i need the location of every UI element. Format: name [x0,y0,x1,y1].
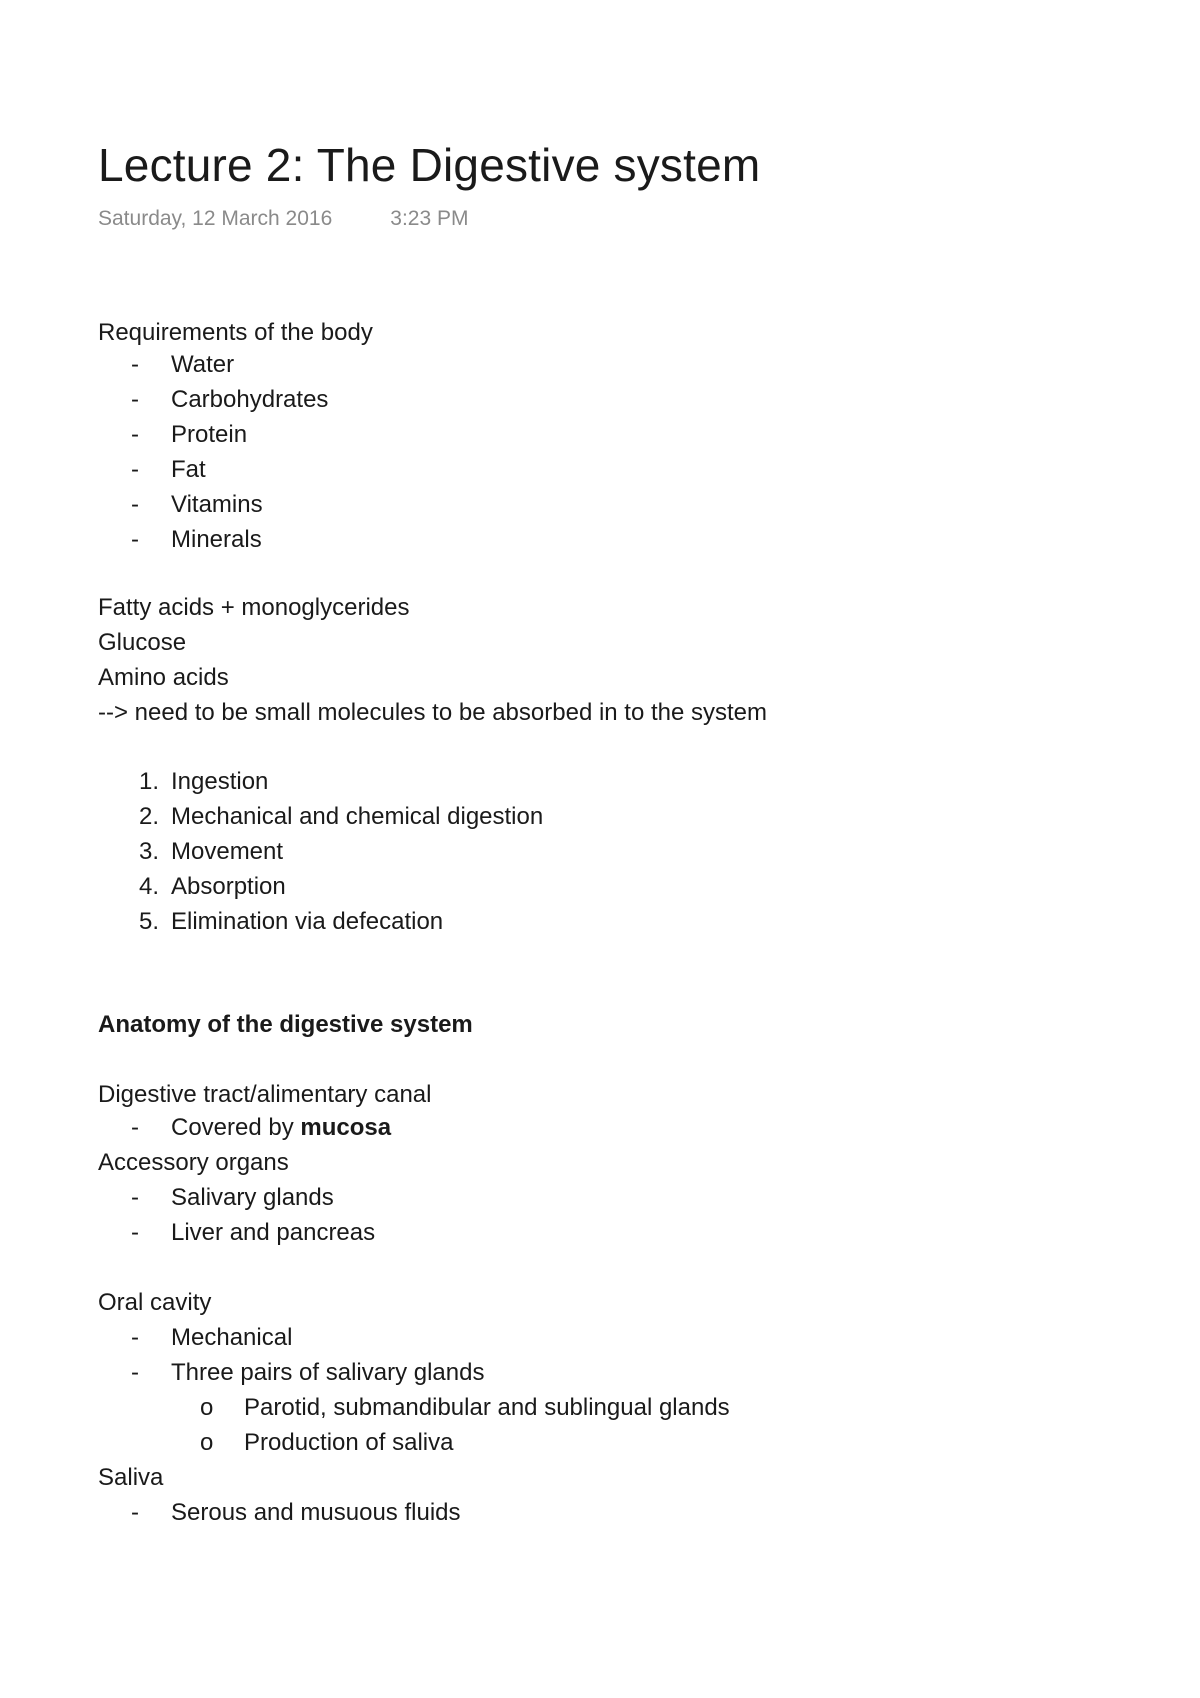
list-item-text: Absorption [171,873,286,900]
text-line: Oral cavity [98,1289,212,1316]
list-item-text: Production of saliva [244,1429,454,1456]
list-item-text: Parotid, submandibular and sublingual glands [244,1394,730,1421]
list-item-text: Fat [171,456,206,483]
list-item [131,1183,334,1213]
item-number: 3. [138,838,159,865]
bullet-circle: o [200,1394,214,1421]
bullet-dash: - [131,526,139,553]
item-number: 4. [138,873,159,900]
list-subitem [200,1393,730,1423]
text-line: Amino acids [98,664,229,691]
list-item [131,1218,376,1248]
page-title: Lecture 2: The Digestive system [98,139,761,191]
numbered-item [138,767,269,797]
list-item-text: Salivary glands [171,1184,334,1211]
list-item-text: Covered by [171,1114,301,1141]
text-line: Saliva [98,1464,164,1491]
bullet-dash: - [131,456,139,483]
list-item-text: Elimination via defecation [171,908,444,935]
bullet-dash: - [131,421,139,448]
text-line: Glucose [98,629,187,656]
list-item-text: Carbohydrates [171,386,329,413]
list-item [131,420,248,450]
bold-term: mucosa [300,1114,392,1141]
bullet-dash: - [131,1184,139,1211]
page-timestamp [98,207,468,231]
numbered-item [138,907,444,937]
page-time: 3:23 PM [390,207,469,230]
list-item [131,455,206,485]
text-line: Accessory organs [98,1149,289,1176]
list-item [131,525,262,555]
list-subitem [200,1428,454,1458]
list-item-text: Mechanical [171,1324,293,1351]
numbered-item [138,802,544,832]
bullet-dash: - [131,386,139,413]
list-item-text: Minerals [171,526,262,553]
bullet-dash: - [131,351,139,378]
bullet-dash: - [131,1219,139,1246]
list-item-text: Three pairs of salivary glands [171,1359,485,1386]
list-item [131,1498,461,1526]
list-item-text: Ingestion [171,768,269,795]
list-item-text: Water [171,351,235,378]
list-item-text: Serous and musuous fluids [171,1499,461,1526]
section-heading: Anatomy of the digestive system [98,1011,473,1038]
numbered-item [138,837,284,867]
list-item-text: Vitamins [171,491,263,518]
list-item [131,1358,485,1388]
bullet-circle: o [200,1429,214,1456]
text-line: Digestive tract/alimentary canal [98,1081,432,1108]
item-number: 5. [138,908,159,935]
list-item-text: Protein [171,421,248,448]
requirements-heading: Requirements of the body [98,319,373,346]
numbered-item [138,872,286,902]
page-date: Saturday, 12 March 2016 [98,207,333,230]
item-number: 2. [138,803,159,830]
list-item [131,490,263,520]
bullet-dash: - [131,1324,139,1351]
text-line: Fatty acids + monoglycerides [98,594,410,621]
bullet-dash: - [131,1359,139,1386]
bullet-dash: - [131,491,139,518]
bullet-dash: - [131,1114,139,1141]
list-item-text: Mechanical and chemical digestion [171,803,544,830]
list-item [131,1323,293,1353]
item-number: 1. [138,768,159,795]
bullet-dash: - [131,1499,139,1526]
list-item [131,350,235,380]
text-line: --> need to be small molecules to be absorbed in to the system [98,699,768,726]
list-item [131,1113,392,1143]
list-item [131,385,329,415]
list-item-text: Movement [171,838,284,865]
list-item-text: Liver and pancreas [171,1219,376,1246]
